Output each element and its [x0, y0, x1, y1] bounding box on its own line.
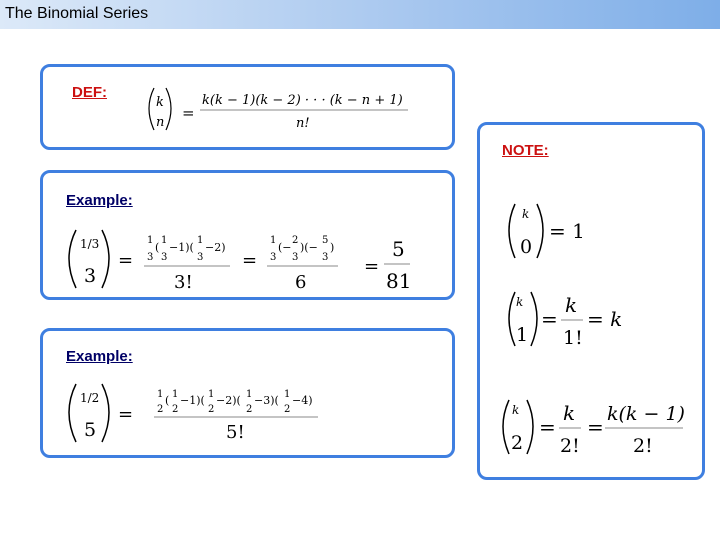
ex1-result-numerator: 5 [392, 237, 405, 261]
definition-formula [140, 82, 420, 136]
note2-denominator: 1! [563, 327, 583, 349]
svg-text:1: 1 [157, 389, 164, 400]
note3-numerator-1: k [563, 401, 576, 425]
example2-formula [62, 380, 362, 450]
svg-text:−1)(: −1)( [180, 394, 205, 407]
svg-text:−3)(: −3)( [254, 394, 279, 407]
svg-text:(−: (− [278, 241, 292, 254]
def-binom-bottom: n [156, 115, 165, 130]
note3-numerator-2: k(k − 1) [607, 403, 685, 425]
note-formula-3 [497, 396, 697, 462]
note3-binom-top: k [512, 403, 520, 417]
svg-text:1: 1 [161, 235, 168, 246]
svg-text:3: 3 [161, 252, 168, 263]
note1-binom-bottom: 0 [520, 236, 533, 258]
ex2-binom-top: 1/2 [80, 391, 100, 405]
note2-equals: = [541, 307, 558, 331]
example1-label: Example: [66, 192, 133, 209]
svg-text:2: 2 [157, 404, 164, 415]
note3-equals-1: = [539, 415, 556, 439]
svg-text:(: ( [165, 394, 170, 407]
note3-denominator-1: 2! [560, 435, 580, 457]
svg-text:−4): −4) [292, 394, 313, 407]
svg-text:3: 3 [292, 252, 299, 263]
svg-text:1: 1 [270, 235, 277, 246]
def-label: DEF: [72, 84, 107, 101]
svg-text:1: 1 [246, 389, 253, 400]
ex2-equals: = [118, 404, 134, 425]
ex1-binom-top: 1/3 [80, 237, 100, 251]
ex1-denominator-2: 6 [295, 272, 307, 293]
svg-text:1: 1 [197, 235, 204, 246]
title-bar [0, 0, 720, 29]
svg-text:5: 5 [322, 235, 329, 246]
svg-text:1: 1 [147, 235, 154, 246]
ex1-result-denominator: 81 [386, 269, 412, 293]
note3-binom-bottom: 2 [511, 432, 524, 454]
svg-text:(: ( [155, 241, 160, 254]
svg-text:−1)(: −1)( [169, 241, 194, 254]
note-formula-2 [503, 288, 633, 352]
ex1-equals: = [118, 250, 134, 271]
svg-text:3: 3 [197, 252, 204, 263]
svg-text:1: 1 [284, 389, 291, 400]
note2-numerator: k [565, 293, 578, 317]
svg-text:−2)(: −2)( [216, 394, 241, 407]
ex2-numerator [157, 389, 313, 415]
note1-equals-one: = 1 [549, 219, 585, 243]
example2-label: Example: [66, 348, 133, 365]
slide-title: The Binomial Series [5, 5, 149, 22]
def-binom-top: k [156, 95, 164, 110]
note2-binom-top: k [516, 295, 524, 309]
svg-text:3: 3 [270, 252, 277, 263]
svg-text:): ) [330, 241, 335, 254]
def-equals: = [182, 104, 195, 122]
ex1-denominator-1: 3! [174, 272, 193, 293]
def-denominator: n! [296, 116, 310, 131]
svg-text:)(−: )(− [300, 241, 318, 254]
ex1-numerator-2 [270, 235, 334, 263]
svg-text:1: 1 [172, 389, 179, 400]
def-numerator: k(k − 1)(k − 2) · · · (k − n + 1) [202, 93, 403, 108]
svg-text:3: 3 [322, 252, 329, 263]
note1-binom-top: k [522, 207, 530, 221]
svg-text:2: 2 [284, 404, 291, 415]
svg-text:2: 2 [292, 235, 299, 246]
svg-text:−2): −2) [205, 241, 226, 254]
svg-text:2: 2 [246, 404, 253, 415]
ex2-binom-bottom: 5 [84, 419, 97, 441]
ex1-equals-2: = [242, 250, 258, 271]
svg-text:2: 2 [208, 404, 215, 415]
note-label: NOTE: [502, 142, 549, 159]
note2-binom-bottom: 1 [516, 324, 529, 346]
example1-formula [62, 226, 417, 296]
note2-equals-k: = k [587, 307, 623, 331]
note3-denominator-2: 2! [633, 435, 653, 457]
note3-equals-2: = [587, 415, 604, 439]
ex1-equals-3: = [364, 256, 380, 277]
ex1-binom-bottom: 3 [84, 265, 97, 287]
svg-text:2: 2 [172, 404, 179, 415]
svg-text:3: 3 [147, 252, 154, 263]
ex2-denominator: 5! [226, 422, 245, 443]
svg-text:1: 1 [208, 389, 215, 400]
note-formula-1 [503, 200, 603, 264]
ex1-numerator-1 [147, 235, 226, 263]
